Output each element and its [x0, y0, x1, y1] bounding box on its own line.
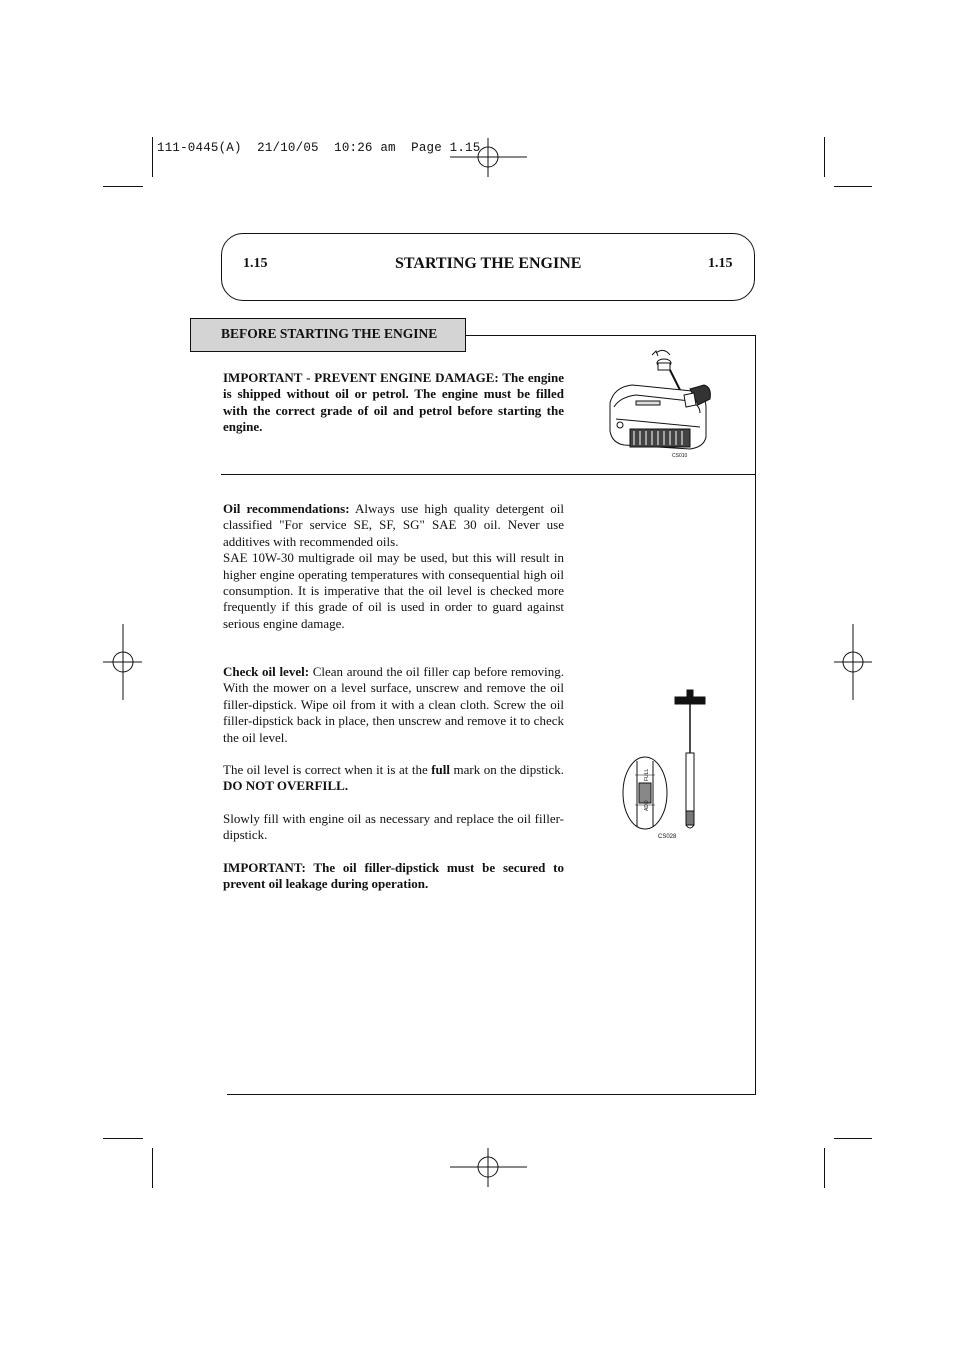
- full-word: full: [431, 762, 451, 777]
- section-number-left: 1.15: [243, 256, 268, 271]
- frame-bottom-rule: [227, 1094, 756, 1095]
- oil-recommendations: [223, 501, 564, 632]
- frame-top-rule: [466, 335, 756, 336]
- subsection-title: BEFORE STARTING THE ENGINE: [221, 326, 438, 341]
- print-slug: 111-0445(A) 21/10/05 10:26 am Page 1.15: [157, 141, 481, 155]
- oil-recommendations-text: Always use high quality detergent oil classified "For service SE, SF, SG" SAE 30 oil. Never use additives with recommended oils.: [223, 501, 565, 549]
- slowly-fill-note: Slowly fill with engine oil as necessary and replace the oil filler-dipstick.: [223, 811, 564, 843]
- oil-multigrade-text: SAE 10W-30 multigrade oil may be used, but this will result in higher engine operating temperatures with consequential high oil consumption. It is imperative that the oil level is checked more frequently if this grade of oil is used in order to guard against serious engine damage.: [223, 550, 564, 631]
- overfill-warning: DO NOT OVERFILL.: [223, 778, 349, 794]
- frame-right-rule: [755, 335, 756, 1095]
- oil-level-text-after: mark on the dipstick.: [450, 762, 565, 777]
- engine-figure-code: CS010: [672, 453, 688, 459]
- oil-level-text: The oil level is correct when it is at the: [223, 762, 432, 777]
- dipstick-full-mark: FULL: [644, 768, 650, 781]
- oil-level-note: [223, 762, 564, 795]
- important-intro: IMPORTANT - PREVENT ENGINE DAMAGE: The engine is shipped without oil or petrol. The engine must be filled with the correct grade of oil and petrol before starting the engine.: [223, 370, 564, 435]
- engine-illustration: [600, 345, 720, 463]
- divider-rule: [221, 474, 756, 475]
- important-secure: IMPORTANT: The oil filler-dipstick must be secured to prevent oil leakage during operation.: [223, 860, 564, 892]
- oil-recommendations-label: Oil recommendations:: [223, 501, 350, 516]
- registration-target-right: [834, 624, 872, 700]
- page-title: STARTING THE ENGINE: [395, 255, 582, 272]
- check-oil-label: Check oil level:: [223, 664, 310, 679]
- check-oil-text: Clean around the oil filler cap before removing. With the mower on a level surface, unscrew and remove the oil filler-dipstick. Wipe oil from it with a clean cloth. Screw the oil filler-dipstick back in place, then unscrew and remove it to check the oil level.: [223, 664, 564, 745]
- check-oil-level: [223, 664, 564, 746]
- section-number-right: 1.15: [708, 256, 733, 271]
- dipstick-figure-code: CS028: [658, 834, 677, 840]
- dipstick-add-mark: ADD: [644, 800, 650, 811]
- registration-target-bottom: [450, 1148, 527, 1187]
- registration-target-left: [103, 624, 142, 700]
- dipstick-illustration: [615, 685, 715, 845]
